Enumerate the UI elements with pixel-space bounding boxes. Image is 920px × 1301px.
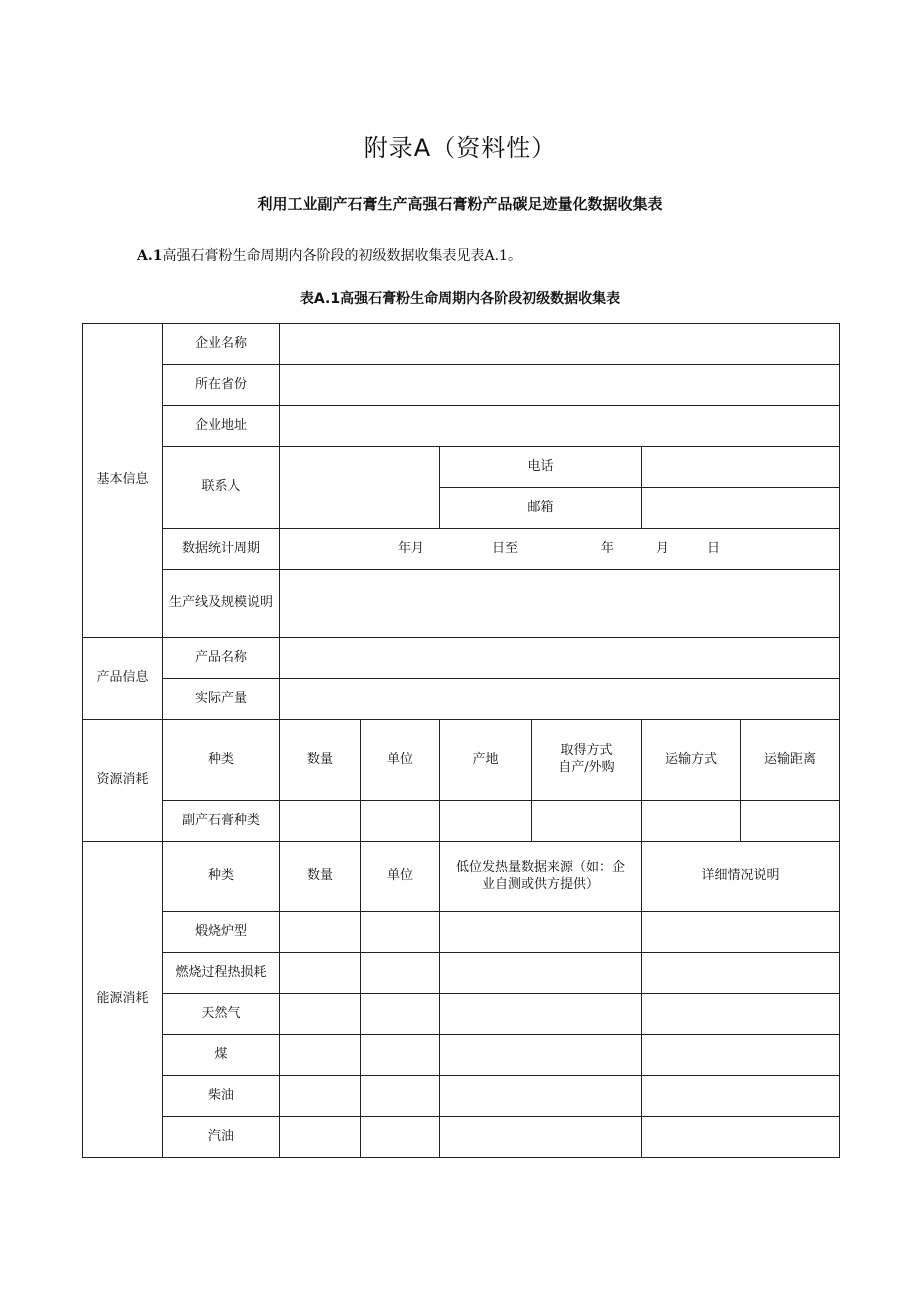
header-acquisition-method-line2: 自产/外购 [558,760,615,775]
header-acquisition-method-line1: 取得方式 [560,743,613,759]
input-product-name[interactable] [280,638,840,679]
input-energy-unit[interactable] [361,994,440,1035]
energy-row-label: 煅烧炉型 [163,912,280,953]
input-gypsum-quantity[interactable] [280,801,361,842]
energy-row-label: 燃烧过程热损耗 [163,953,280,994]
input-energy-quantity[interactable] [280,1076,361,1117]
input-gypsum-unit[interactable] [361,801,440,842]
header-heating-value-source [440,842,642,912]
label-production-line: 生产线及规模说明 [163,570,280,638]
input-energy-source[interactable] [440,1035,642,1076]
table-caption: 表A.1高强石膏粉生命周期内各阶段初级数据收集表 [299,291,621,307]
label-product-name: 产品名称 [163,638,280,679]
input-energy-source[interactable] [440,994,642,1035]
label-byproduct-gypsum-type: 副产石膏种类 [163,801,280,842]
data-collection-table [82,323,840,1158]
input-energy-detail[interactable] [642,1076,840,1117]
input-email[interactable] [642,488,840,529]
input-energy-detail[interactable] [642,912,840,953]
label-actual-output: 实际产量 [163,679,280,720]
header-resource-quantity: 数量 [280,720,361,801]
input-energy-unit[interactable] [361,1035,440,1076]
label-statistics-period: 数据统计周期 [163,529,280,570]
header-resource-origin: 产地 [440,720,532,801]
header-heating-value-source-line1: 低位发热量数据来源（如：企 [455,859,625,875]
input-actual-output[interactable] [280,679,840,720]
energy-row-label: 煤 [163,1035,280,1076]
section-energy-consumption: 能源消耗 [83,842,163,1158]
section-basic-info: 基本信息 [83,324,163,638]
input-energy-source[interactable] [440,953,642,994]
label-phone: 电话 [440,447,642,488]
input-energy-detail[interactable] [642,994,840,1035]
input-energy-unit[interactable] [361,912,440,953]
label-company-address: 企业地址 [163,406,280,447]
input-energy-source[interactable] [440,912,642,953]
input-energy-unit[interactable] [361,953,440,994]
input-energy-quantity[interactable] [280,953,361,994]
header-energy-quantity: 数量 [280,842,361,912]
header-resource-type: 种类 [163,720,280,801]
period-token-day: 日 [707,541,721,556]
section-resource-consumption: 资源消耗 [83,720,163,842]
intro-paragraph [137,245,522,265]
input-energy-quantity[interactable] [280,912,361,953]
period-token-day-to: 日至 [492,541,519,556]
period-token-month: 月 [656,541,670,556]
input-energy-quantity[interactable] [280,994,361,1035]
appendix-title: 附录A（资料性） [363,134,557,162]
input-statistics-period[interactable] [280,529,840,570]
input-production-line[interactable] [280,570,840,638]
input-energy-source[interactable] [440,1117,642,1158]
document-subtitle: 利用工业副产石膏生产高强石膏粉产品碳足迹量化数据收集表 [257,195,663,213]
header-energy-unit: 单位 [361,842,440,912]
input-energy-quantity[interactable] [280,1035,361,1076]
header-heating-value-source-line2: 业自测或供方提供） [481,876,599,892]
energy-row-label: 天然气 [163,994,280,1035]
input-gypsum-origin[interactable] [440,801,532,842]
header-energy-type: 种类 [163,842,280,912]
intro-clause-number: A.1 [137,248,163,264]
input-company-address[interactable] [280,406,840,447]
input-gypsum-transport[interactable] [642,801,741,842]
label-email: 邮箱 [440,488,642,529]
period-token-year: 年 [601,541,615,556]
input-company-name[interactable] [280,324,840,365]
label-contact-person: 联系人 [163,447,280,529]
section-product-info: 产品信息 [83,638,163,720]
header-acquisition-method [532,720,642,801]
input-contact-person[interactable] [280,447,440,529]
header-resource-unit: 单位 [361,720,440,801]
label-company-name: 企业名称 [163,324,280,365]
input-gypsum-distance[interactable] [741,801,840,842]
period-token-year-month: 年月 [398,541,425,556]
input-energy-unit[interactable] [361,1076,440,1117]
input-energy-detail[interactable] [642,1035,840,1076]
input-energy-source[interactable] [440,1076,642,1117]
input-province[interactable] [280,365,840,406]
input-energy-detail[interactable] [642,1117,840,1158]
input-energy-quantity[interactable] [280,1117,361,1158]
header-transport-distance: 运输距离 [741,720,840,801]
energy-row-label: 柴油 [163,1076,280,1117]
header-transport-mode: 运输方式 [642,720,741,801]
input-gypsum-method[interactable] [532,801,642,842]
input-phone[interactable] [642,447,840,488]
input-energy-unit[interactable] [361,1117,440,1158]
label-province: 所在省份 [163,365,280,406]
input-energy-detail[interactable] [642,953,840,994]
intro-text: 高强石膏粉生命周期内各阶段的初级数据收集表见表A.1。 [162,248,522,264]
energy-row-label: 汽油 [163,1117,280,1158]
header-detail-description: 详细情况说明 [642,842,840,912]
